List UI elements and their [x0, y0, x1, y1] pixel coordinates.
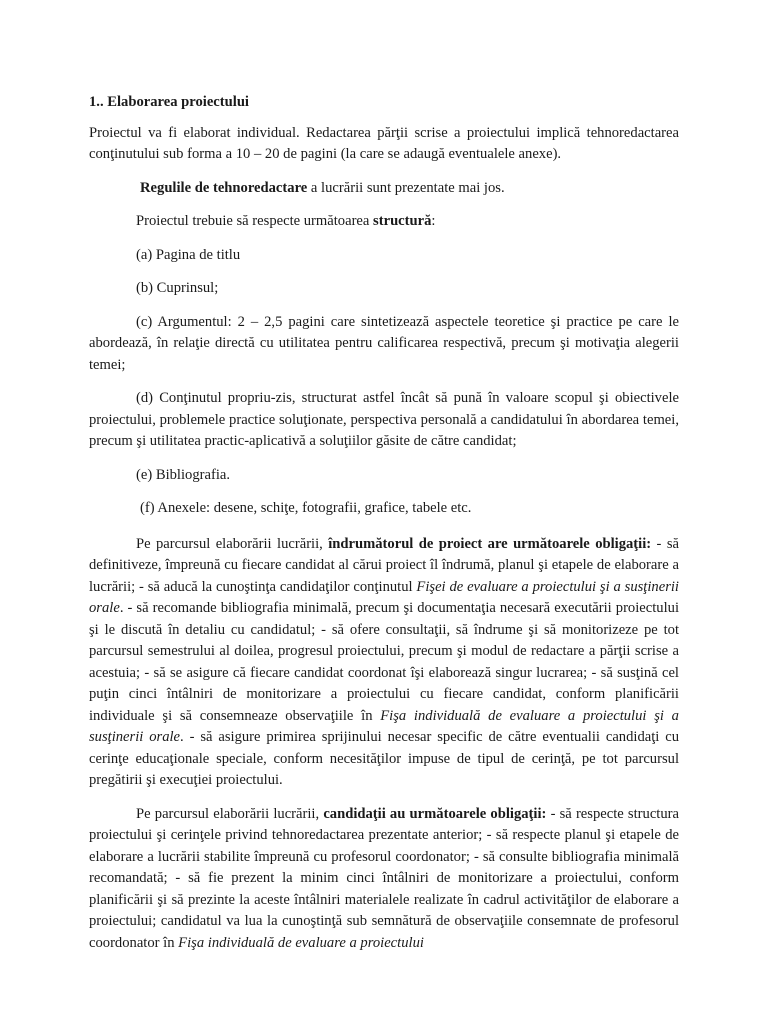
coordinator-paragraph	[89, 534, 679, 792]
list-item-f-text: (f) Anexele: desene, schiţe, fotografii, grafice, tabele etc.	[140, 500, 472, 516]
list-item-d: (d) Conţinutul propriu-zis, structurat astfel încât să pună în valoare scopul şi obiectivele proiectului, problemele practice soluţionate, perspectiva personală a candidatului în abordarea temei, precum şi utilitatea practic-aplicativă a soluţiilor găsite de către candidat;	[89, 390, 679, 449]
list-item-e: (e) Bibliografia.	[136, 466, 231, 483]
coordinator-bold: îndrumătorul de proiect are următoarele obligaţii:	[328, 535, 652, 552]
coordinator-italic-2: Fişa individuală de evaluare a proiectului şi a susţinerii orale	[89, 707, 679, 745]
candidates-text-1: - să respecte structura proiectului şi cerinţele privind tehnoredactarea prezentate anterior; - să respecte planul şi etapele de elaborare a lucrării stabilite împreună cu profesorul coordonator; - să consulte bibliografia minimală recomandată; - să fie prezent la minim cinci întâlniri de monitorizare a proiectului, conform planificării şi să prezinte la aceste întâlniri materialele realizate în cadrul activităţilor de elaborare a proiectului; candidatul va lua la cunoştinţă sub semnătură de observaţiile consemnate de profesorul coordonator în	[89, 805, 679, 951]
rules-bold: Regulile de tehnoredactare	[140, 179, 308, 196]
coordinator-text-3: . - să asigure primirea sprijinului necesar specific de către eventualii candidaţi cu cerinţe educaţionale speciale, conform necesităţilor impuse de tipul de cerinţă, pe tot parcursul pregătirii şi execuţiei proiectului.	[89, 729, 679, 788]
structure-colon: :	[431, 213, 436, 229]
structure-text: Proiectul trebuie să respecte următoarea	[136, 213, 374, 229]
coordinator-text-1: - să definitiveze, împreună cu fiecare candidat al cărui proiect îl îndrumă, planul şi etapele de elaborare a lucrării; - să aducă la cunoştinţa candidaţilor conţinutul	[89, 535, 679, 595]
candidates-paragraph	[89, 804, 679, 955]
list-item-a: (a) Pagina de titlu	[136, 246, 241, 263]
coordinator-intro: Pe parcursul elaborării lucrării,	[136, 535, 329, 552]
rules-paragraph	[89, 178, 679, 200]
structure-paragraph	[89, 211, 679, 233]
candidates-intro: Pe parcursul elaborării lucrării,	[136, 805, 324, 822]
structure-bold: structură	[373, 213, 432, 229]
candidates-italic-1: Fişa individuală de evaluare a proiectului	[178, 934, 424, 951]
list-item-b: (b) Cuprinsul;	[136, 280, 219, 296]
section-heading: 1.. Elaborarea proiectului	[89, 94, 249, 110]
candidates-bold: candidaţii au următoarele obligaţii:	[323, 805, 547, 822]
coordinator-italic-1: Fişei de evaluare a proiectului şi a susţinerii orale	[89, 578, 679, 616]
list-item-c: (c) Argumentul: 2 – 2,5 pagini care sintetizează aspectele teoretice şi practice pe care le abordează, în relaţie directă cu utilitatea pentru calificarea respectivă, precum şi motivaţia alegerii temei;	[89, 313, 679, 373]
document-body	[89, 92, 679, 966]
rules-text: a lucrării sunt prezentate mai jos.	[307, 179, 505, 196]
intro-paragraph: Proiectul va fi elaborat individual. Redactarea părţii scrise a proiectului implică tehnoredactarea conţinutului sub forma a 10 – 20 de pagini (la care se adaugă eventualele anexe).	[89, 124, 679, 162]
coordinator-text-2: . - să recomande bibliografia minimală, precum şi documentaţia necesară executării proiectului şi le discută în detaliu cu candidatul; - să ofere consultaţii, să îndrume şi să monitorizeze pe tot parcursul semestrului al doilea, progresul proiectului, precum şi modul de redactare a părţii scrise a acestuia; - să se asigure că fiecare candidat coordonat îşi elaborează singur lucrarea; - să susţină cel puţin cinci întâlniri de monitorizare a proiectului cu fiecare candidat, conform planificării individuale şi să consemneaze observaţiile în	[89, 600, 679, 724]
list-item-f	[89, 498, 679, 520]
